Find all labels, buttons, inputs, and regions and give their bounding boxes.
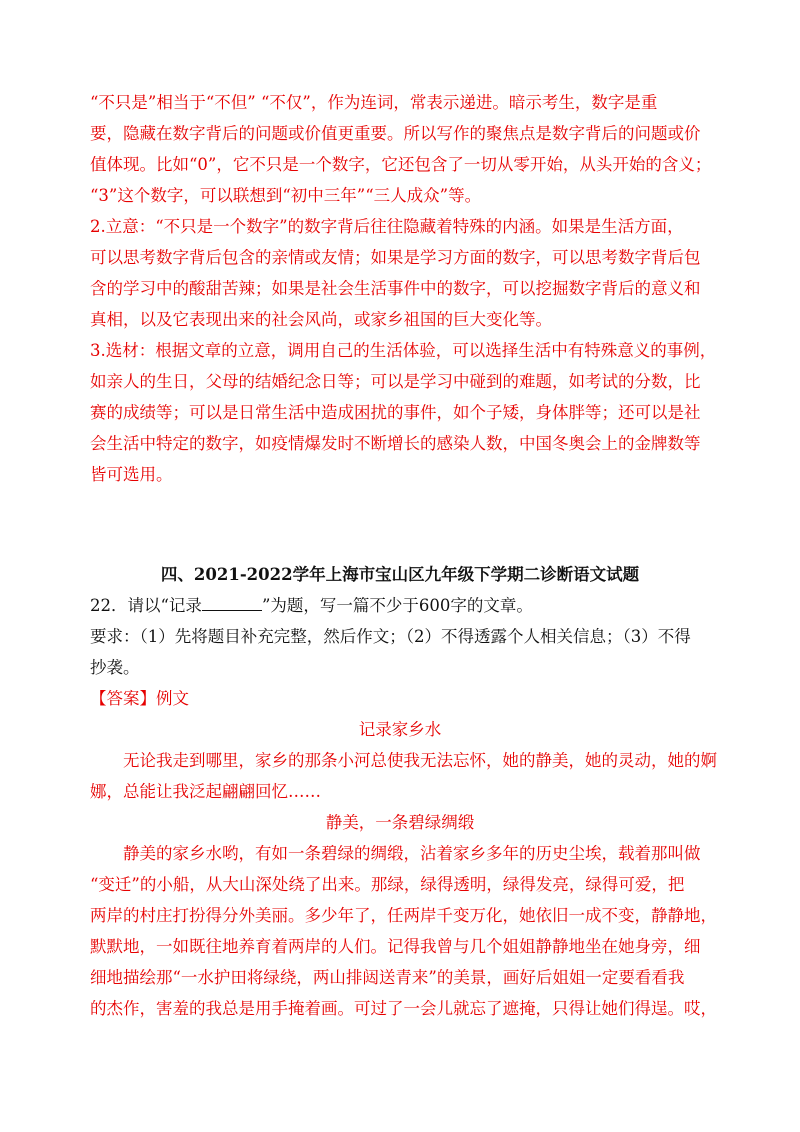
analysis-line: “3”这个数字，可以联想到“初中三年”“三人成众”等。 <box>90 186 482 205</box>
essay-line: 静美的家乡水哟，有如一条碧绿的绸缎，沾着家乡多年的历史尘埃，载着那叫做 <box>123 844 701 863</box>
essay-line: 娜，总能让我泛起翩翩回忆…… <box>90 782 321 801</box>
essay-line: 默默地，一如既往地养育着两岸的人们。记得我曾与几个姐姐静静地坐在她身旁，细 <box>90 937 701 956</box>
analysis-line: “不只是”相当于“不但” “不仅”，作为连词，常表示递进。暗示考生，数字是重 <box>90 93 658 112</box>
analysis-line: 要，隐藏在数字背后的问题或价值更重要。所以写作的聚焦点是数字背后的问题或价 <box>90 124 701 143</box>
requirements-line: 要求：（1）先将题目补充完整，然后作文；（2）不得透露个人相关信息；（3）不得 <box>90 627 691 646</box>
analysis-line: 真相，以及它表现出来的社会风尚，或家乡祖国的巨大变化等。 <box>90 310 552 329</box>
essay-line: 细地描绘那“一水护田将绿绕，两山排闼送青来”的美景，画好后姐姐一定要看看我 <box>90 968 685 987</box>
analysis-line: 2.立意：“不只是一个数字”的数字背后往往隐藏着特殊的内涵。如果是生活方面， <box>90 217 684 236</box>
question-line <box>90 590 710 621</box>
analysis-line: 含的学习中的酸甜苦辣；如果是社会生活事件中的数字，可以挖掘数字背后的意义和 <box>90 279 701 298</box>
essay-line: 两岸的村庄打扮得分外美丽。多少年了，任两岸千变万化，她依旧一成不变，静静地， <box>90 906 717 925</box>
section-block <box>90 559 717 1024</box>
analysis-line: 赛的成绩等；可以是日常生活中造成困扰的事件，如个子矮，身体胖等；还可以是社 <box>90 403 701 422</box>
essay-line: 的杰作，害羞的我总是用手掩着画。可过了一会儿就忘了遮掩，只得让她们得逞。哎， <box>90 999 717 1018</box>
essay-line: “变迁”的小船，从大山深处绕了出来。那绿，绿得透明，绿得发亮，绿得可爱，把 <box>90 875 685 894</box>
essay-title: 记录家乡水 <box>358 720 442 739</box>
analysis-line: 3.选材：根据文章的立意，调用自己的生活体验，可以选择生活中有特殊意义的事例， <box>90 341 717 360</box>
question-suffix: ”为题，写一篇不少于600字的文章。 <box>261 596 533 615</box>
analysis-line: 会生活中特定的数字，如疫情爆发时不断增长的感染人数，中国冬奥会上的金牌数等 <box>90 434 701 453</box>
analysis-line: 可以思考数字背后包含的亲情或友情；如果是学习方面的数字，可以思考数字背后包 <box>90 248 701 267</box>
analysis-block <box>90 87 717 490</box>
title-blank <box>202 596 262 611</box>
analysis-line: 值体现。比如“0”，它不只是一个数字，它还包含了一切从零开始，从头开始的含义； <box>90 155 712 174</box>
essay-line: 无论我走到哪里，家乡的那条小河总使我无法忘怀，她的静美，她的灵动，她的婀 <box>123 751 717 770</box>
essay-subheading: 静美，一条碧绿绸缎 <box>325 813 475 832</box>
requirements-line: 抄袭。 <box>90 658 140 677</box>
section-heading: 四、2021-2022学年上海市宝山区九年级下学期二诊断语文试题 <box>160 565 640 584</box>
analysis-line: 如亲人的生日，父母的结婚纪念日等；可以是学习中碰到的难题，如考试的分数，比 <box>90 372 701 391</box>
question-prefix: 22．请以“记录 <box>90 596 202 615</box>
answer-label: 【答案】例文 <box>90 689 189 708</box>
analysis-line: 皆可选用。 <box>90 465 173 484</box>
